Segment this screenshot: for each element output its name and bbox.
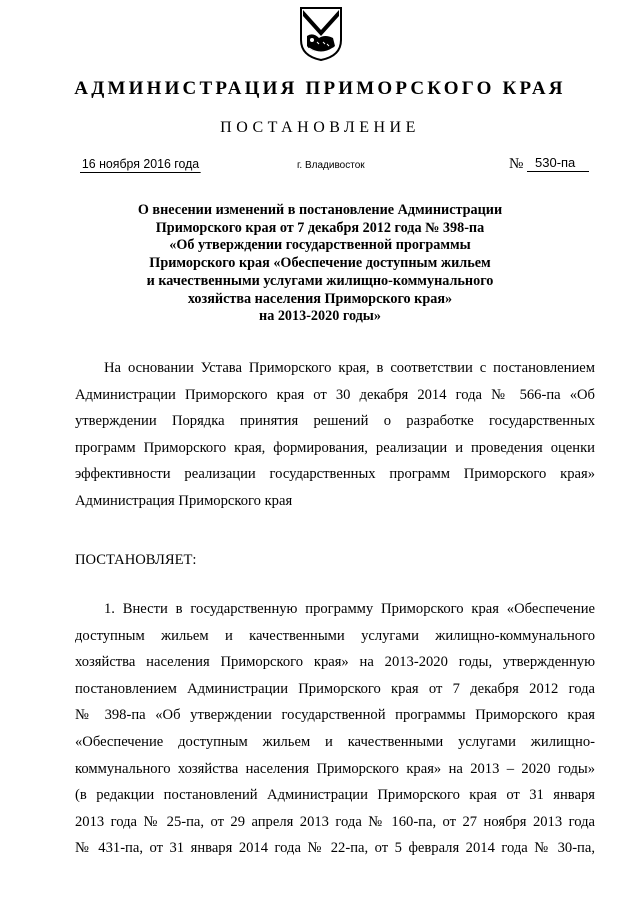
resolve-heading: ПОСТАНОВЛЯЕТ: [75, 552, 197, 568]
preamble-paragraph [75, 355, 595, 515]
item-line: доступным жильем и качественными услугами жилищно-коммунального [75, 627, 595, 644]
document-number: 530-па [527, 155, 589, 172]
title-line: на 2013-2020 годы» [259, 308, 381, 325]
preamble-line: На основании Устава Приморского края, в соответствии с постановлением [104, 360, 595, 376]
item-line: № 398-па «Об утверждении государственной программы Приморского края [75, 707, 595, 724]
title-line: Приморского края от 7 декабря 2012 года № 398-па [155, 219, 485, 236]
preamble-line: Администрации Приморского края от 30 декабря 2014 года № 566-па «Об [75, 386, 595, 403]
item-line: коммунального хозяйства населения Приморского края» на 2013 – 2020 годы» [75, 760, 595, 777]
item-line: (в редакции постановлений Администрации Приморского края от 31 января [75, 787, 595, 804]
preamble-line: эффективности реализации государственных программ Приморского края» [75, 466, 595, 483]
title-line: Приморского края «Обеспечение доступным жильем [149, 255, 491, 272]
preamble-line: Администрация Приморского края [75, 492, 293, 509]
document-type: ПОСТАНОВЛЕНИЕ [220, 119, 420, 136]
preamble-line: программ Приморского края, формирования, реализации и проведения оценки [75, 439, 595, 456]
item-line: № 431-па, от 31 января 2014 года № 22-па, от 5 февраля 2014 года № 30-па, [75, 840, 595, 857]
document-city: г. Владивосток [297, 160, 365, 171]
title-line: хозяйства населения Приморского края» [187, 290, 453, 307]
title-line: и качественными услугами жилищно-коммунального [146, 272, 494, 289]
preamble-line: утверждении Порядка принятия решений о разработке государственных [75, 413, 595, 430]
document-title [100, 202, 540, 326]
title-line: О внесении изменений в постановление Администрации [137, 202, 503, 218]
item-1-paragraph [75, 596, 595, 862]
item-line: 1. Внести в государственную программу Приморского края «Обеспечение [104, 601, 595, 617]
number-sign: № [509, 156, 524, 172]
document-date: 16 ноября 2016 года [81, 156, 200, 171]
organization-name: АДМИНИСТРАЦИЯ ПРИМОРСКОГО КРАЯ [74, 78, 566, 99]
item-line: хозяйства населения Приморского края» на 2013-2020 годы, утвержденную [75, 654, 595, 671]
item-line: «Обеспечение доступным жильем и качественными услугами жилищно- [75, 733, 595, 750]
title-line: «Об утверждении государственной программы [169, 237, 471, 254]
item-line: 2013 года № 25-па, от 29 апреля 2013 года № 160-па, от 27 ноября 2013 года [75, 813, 595, 830]
primorsky-krai-coat-of-arms-icon [299, 6, 343, 62]
item-line: постановлением Администрации Приморского края от 7 декабря 2012 года [75, 680, 595, 697]
